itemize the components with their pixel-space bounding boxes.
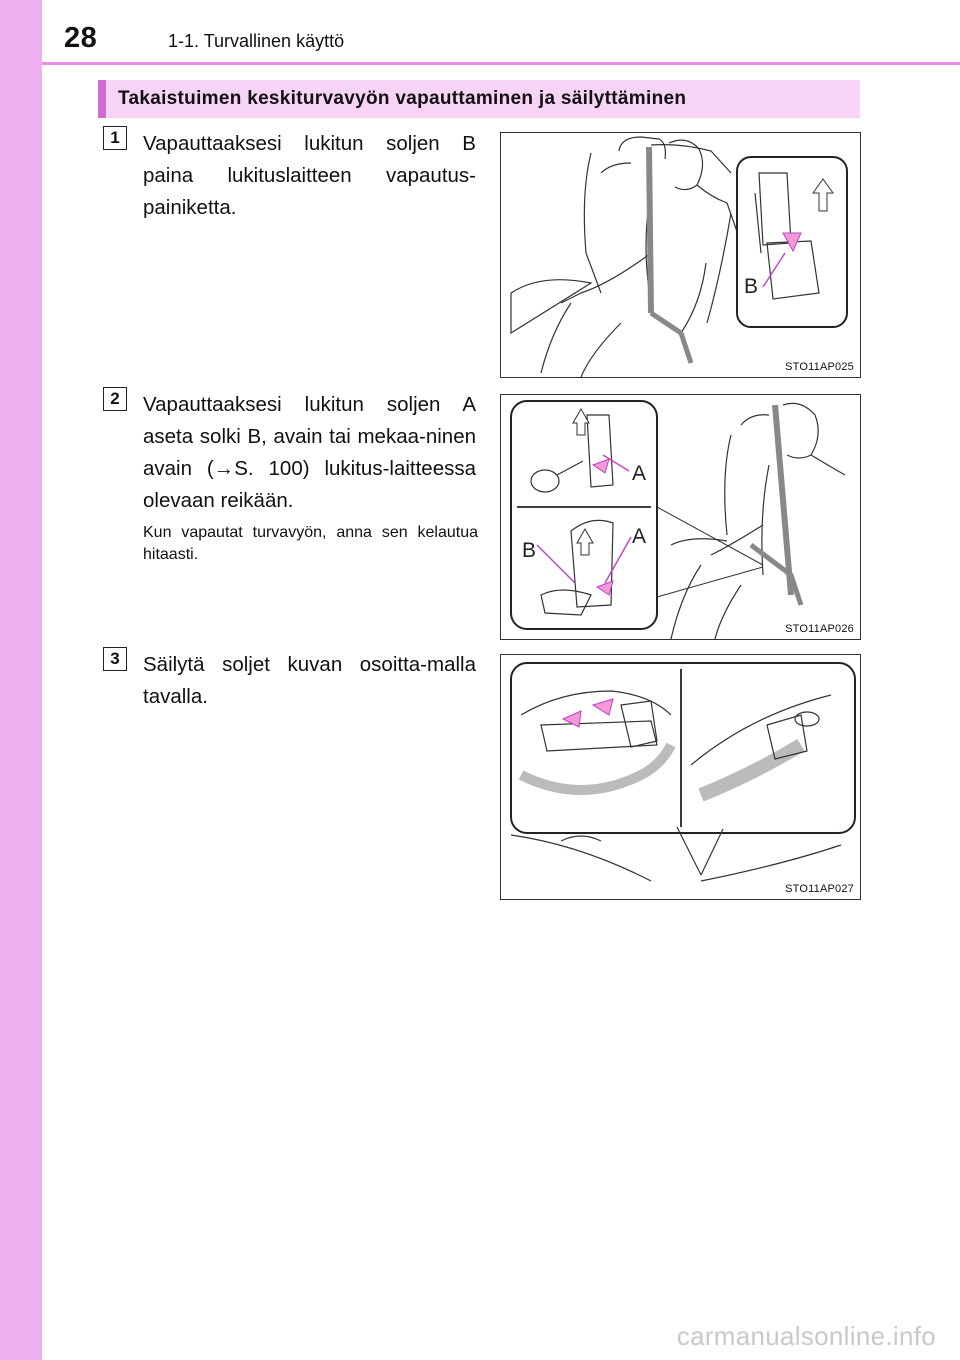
seat-cushion — [511, 280, 591, 333]
page-number: 28 — [64, 22, 98, 54]
lap-belt — [751, 545, 801, 605]
buckle-storage-illustration — [501, 655, 860, 899]
seat-back-top — [651, 145, 731, 173]
figure-step-2 — [500, 394, 861, 640]
seat-back — [725, 435, 731, 535]
section-heading — [98, 80, 860, 118]
step-1-number: 1 — [103, 126, 127, 150]
step-3-text: Säilytä soljet kuvan osoitta-malla tavalla. — [143, 653, 476, 708]
chapter-side-tab — [0, 0, 42, 1360]
shoulder-belt — [649, 147, 651, 313]
figure-step-3 — [500, 654, 861, 900]
figure-step-1 — [500, 132, 861, 378]
step-1-text: Vapauttaaksesi lukitun soljen B paina lukituslaitteen vapautus-painiketta. — [143, 132, 476, 219]
section-heading-bar — [98, 80, 106, 118]
step-2-note: Kun vapautat turvavyön, anna sen kelautua hitaasti. — [143, 524, 478, 563]
person-arm — [561, 253, 651, 303]
roof-right — [701, 845, 841, 881]
watermark: carmanualsonline.info — [676, 1321, 936, 1351]
callout-line-bottom — [657, 567, 763, 597]
step-2-number: 2 — [103, 387, 127, 411]
figure-label-b: B — [744, 275, 759, 298]
figure-label-a-upper: A — [632, 462, 647, 485]
inset-frame — [511, 663, 855, 833]
figure-code: STO11AP026 — [785, 623, 854, 635]
header-rule — [42, 62, 960, 65]
seat-unlock-illustration — [501, 395, 860, 639]
figure-code: STO11AP025 — [785, 361, 854, 373]
seat-release-illustration — [501, 133, 860, 377]
step-2-text: Vapauttaaksesi lukitun soljen A aseta solki B, avain tai mekaa-ninen avain (→S. 100) lukitus-laitteessa olevaan reikään. — [143, 393, 476, 512]
figure-code: STO11AP027 — [785, 883, 854, 895]
roof-left — [511, 835, 651, 881]
seat-back-left-edge — [584, 153, 601, 293]
section-heading-text: Takaistuimen keskiturvavyön vapauttaminen ja säilyttäminen — [118, 88, 687, 109]
person-shoulder — [697, 185, 741, 243]
headrest — [619, 137, 665, 159]
person-head — [783, 403, 818, 458]
figure-label-b: B — [522, 539, 537, 562]
chapter-title: 1-1. Turvallinen käyttö — [168, 31, 345, 51]
person-head — [669, 140, 703, 189]
grab-handle — [561, 836, 601, 841]
step-3-number: 3 — [103, 647, 127, 671]
callout-line-top — [657, 507, 763, 565]
lap-belt — [651, 313, 691, 363]
figure-label-a-lower: A — [632, 525, 647, 548]
